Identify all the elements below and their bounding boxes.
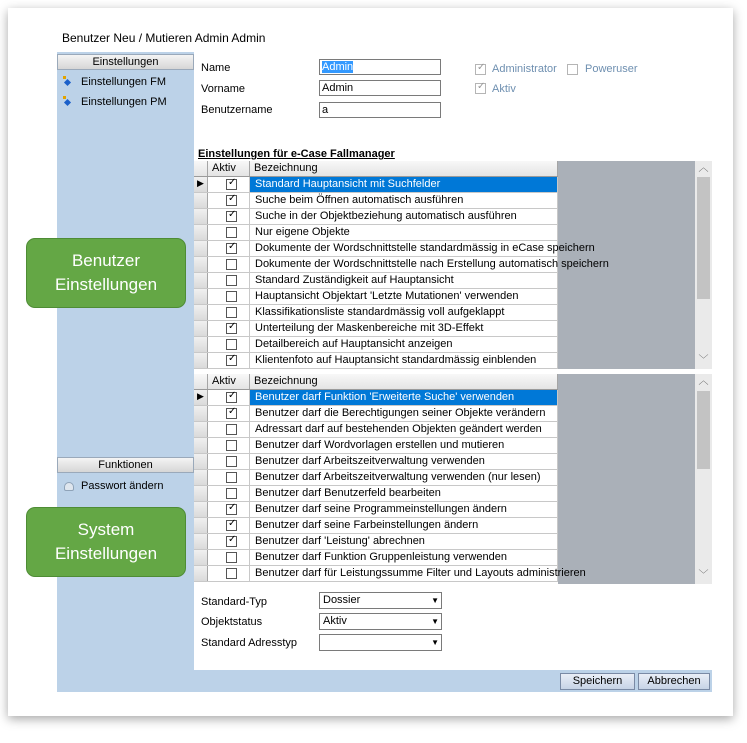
table-row[interactable] <box>194 257 609 273</box>
bezeichnung-cell: Benutzer darf Arbeitszeitverwaltung verwenden (nur lesen) <box>250 470 558 485</box>
sidebar-header-einstellungen: Einstellungen <box>57 54 194 70</box>
benutzername-label: Benutzername <box>201 104 273 116</box>
aktiv-checkbox[interactable] <box>226 355 237 366</box>
table-row[interactable] <box>194 438 558 454</box>
aktiv-checkbox[interactable] <box>226 323 237 334</box>
header-aktiv[interactable]: Aktiv <box>208 374 250 389</box>
aktiv-checkbox[interactable] <box>226 211 237 222</box>
sidebar-item-passwort-aendern[interactable] <box>63 477 164 495</box>
table-row[interactable] <box>194 486 558 502</box>
grid-scrollbar[interactable] <box>695 161 712 369</box>
save-button[interactable]: Speichern <box>560 673 635 690</box>
row-indicator <box>194 257 208 272</box>
bezeichnung-cell: Benutzer darf Benutzerfeld bearbeiten <box>250 486 558 501</box>
table-row[interactable] <box>194 390 558 406</box>
row-indicator <box>194 470 208 485</box>
aktiv-checkbox[interactable] <box>226 520 237 531</box>
table-row[interactable] <box>194 337 558 353</box>
bezeichnung-cell: Benutzer darf Arbeitszeitverwaltung verwenden <box>250 454 558 469</box>
benutzername-input[interactable]: a <box>319 102 441 118</box>
row-indicator <box>194 193 208 208</box>
row-indicator <box>194 454 208 469</box>
aktiv-cell <box>208 390 250 405</box>
aktiv-cell <box>208 470 250 485</box>
row-indicator <box>194 305 208 320</box>
table-row[interactable] <box>194 502 558 518</box>
aktiv-cell <box>208 438 250 453</box>
sidebar <box>57 52 194 692</box>
aktiv-cell <box>208 289 250 304</box>
dropdown-arrow-icon: ▼ <box>431 638 439 647</box>
name-label: Name <box>201 62 231 74</box>
callout-line: Einstellungen <box>54 544 158 563</box>
bezeichnung-cell: Standard Hauptansicht mit Suchfelder <box>250 177 558 192</box>
settings-grid-system <box>194 374 712 584</box>
aktiv-cell <box>208 353 250 368</box>
table-row[interactable] <box>194 534 558 550</box>
grid-header <box>194 161 558 177</box>
sidebar-item-einstellungen-fm[interactable] <box>63 73 166 91</box>
window-title: Benutzer Neu / Mutieren Admin Admin <box>62 31 266 45</box>
vorname-label: Vorname <box>201 83 246 95</box>
aktiv-cell <box>208 550 250 565</box>
standard-typ-select[interactable] <box>319 592 442 609</box>
callout-line: Einstellungen <box>54 275 158 294</box>
row-indicator <box>194 566 208 581</box>
aktiv-checkbox[interactable] <box>226 392 237 403</box>
table-row[interactable] <box>194 518 558 534</box>
scroll-up-icon[interactable]: ︿ <box>698 376 709 387</box>
row-pointer-icon <box>194 390 208 405</box>
aktiv-checkbox[interactable] <box>226 568 237 579</box>
grid-scrollbar[interactable] <box>695 374 712 584</box>
button-bar <box>194 670 712 692</box>
aktiv-cell <box>208 273 250 288</box>
row-indicator <box>194 209 208 224</box>
diamond-icon <box>63 76 75 88</box>
main-panel <box>194 52 712 692</box>
aktiv-checkbox[interactable] <box>226 536 237 547</box>
aktiv-cell <box>208 518 250 533</box>
aktiv-checkbox[interactable] <box>226 472 237 483</box>
grid-body <box>194 161 609 369</box>
bezeichnung-cell: Nur eigene Objekte <box>250 225 558 240</box>
adresstyp-select[interactable] <box>319 634 442 651</box>
sidebar-item-label: Passwort ändern <box>81 480 164 492</box>
table-row[interactable] <box>194 193 558 209</box>
bezeichnung-cell: Benutzer darf die Berechtigungen seiner Objekte verändern <box>250 406 558 421</box>
scroll-thumb[interactable] <box>697 391 710 469</box>
aktiv-cell <box>208 534 250 549</box>
bezeichnung-cell: Benutzer darf Funktion 'Erweiterte Suche' verwenden <box>250 390 558 405</box>
callout-line: System <box>77 520 135 539</box>
bezeichnung-cell: Benutzer darf seine Programmeinstellungen ändern <box>250 502 558 517</box>
poweruser-label: Poweruser <box>585 63 638 75</box>
table-row[interactable] <box>194 273 558 289</box>
aktiv-cell <box>208 566 250 581</box>
standard-typ-label: Standard-Typ <box>201 596 268 608</box>
row-indicator <box>194 518 208 533</box>
row-indicator <box>194 550 208 565</box>
scroll-thumb[interactable] <box>697 177 710 299</box>
aktiv-cell <box>208 502 250 517</box>
bezeichnung-cell: Benutzer darf seine Farbeinstellungen ändern <box>250 518 558 533</box>
table-row[interactable] <box>194 566 586 582</box>
dropdown-arrow-icon: ▼ <box>431 596 439 605</box>
scroll-down-icon[interactable]: ﹀ <box>698 570 709 581</box>
aktiv-label: Aktiv <box>492 83 516 95</box>
aktiv-cell <box>208 486 250 501</box>
objektstatus-label: Objektstatus <box>201 616 263 628</box>
aktiv-checkbox[interactable] <box>226 408 237 419</box>
objektstatus-select[interactable] <box>319 613 442 630</box>
settings-grid-fm <box>194 161 712 369</box>
aktiv-cell <box>208 209 250 224</box>
aktiv-checkbox[interactable] <box>226 339 237 350</box>
table-row[interactable] <box>194 470 558 486</box>
grid-body <box>194 374 586 584</box>
adresstyp-label: Standard Adresstyp <box>201 637 298 649</box>
row-indicator <box>194 438 208 453</box>
sidebar-item-einstellungen-pm[interactable] <box>63 93 167 111</box>
bezeichnung-cell: Standard Zuständigkeit auf Hauptansicht <box>250 273 558 288</box>
name-value: Admin <box>322 61 354 73</box>
row-indicator <box>194 289 208 304</box>
row-indicator <box>194 337 208 352</box>
table-row[interactable] <box>194 353 558 369</box>
row-indicator <box>194 241 208 256</box>
aktiv-checkbox[interactable] <box>226 552 237 563</box>
row-pointer-icon <box>194 177 208 192</box>
sidebar-item-label: Einstellungen PM <box>81 96 167 108</box>
bezeichnung-cell: Benutzer darf Wordvorlagen erstellen und mutieren <box>250 438 558 453</box>
bezeichnung-cell: Klientenfoto auf Hauptansicht standardmässig einblenden <box>250 353 558 368</box>
aktiv-cell <box>208 406 250 421</box>
aktiv-checkbox[interactable] <box>226 259 237 270</box>
scroll-up-icon[interactable]: ︿ <box>698 163 709 174</box>
objektstatus-value: Aktiv <box>323 615 347 627</box>
aktiv-checkbox[interactable] <box>226 195 237 206</box>
row-indicator <box>194 502 208 517</box>
table-row[interactable] <box>194 241 595 257</box>
bezeichnung-cell: Dokumente der Wordschnittstelle nach Erstellung automatisch speichern <box>250 257 558 272</box>
aktiv-checkbox[interactable] <box>226 488 237 499</box>
aktiv-cell <box>208 241 250 256</box>
standard-typ-value: Dossier <box>323 594 361 606</box>
callout-line: Benutzer <box>71 251 141 270</box>
aktiv-checkbox[interactable] <box>226 275 237 286</box>
aktiv-cell <box>208 257 250 272</box>
row-indicator <box>194 422 208 437</box>
table-row[interactable] <box>194 305 558 321</box>
grid-header <box>194 374 558 390</box>
sidebar-item-label: Einstellungen FM <box>81 76 166 88</box>
aktiv-checkbox[interactable] <box>226 456 237 467</box>
bezeichnung-cell: Dokumente der Wordschnittstelle standardmässig in eCase speichern <box>250 241 558 256</box>
bezeichnung-cell: Klassifikationsliste standardmässig voll aufgeklappt <box>250 305 558 320</box>
bezeichnung-cell: Benutzer darf 'Leistung' abrechnen <box>250 534 558 549</box>
aktiv-cell <box>208 177 250 192</box>
bezeichnung-cell: Hauptansicht Objektart 'Letzte Mutationen' verwenden <box>250 289 558 304</box>
row-indicator <box>194 321 208 336</box>
row-indicator <box>194 486 208 501</box>
aktiv-cell <box>208 454 250 469</box>
aktiv-checkbox[interactable] <box>226 179 237 190</box>
aktiv-cell <box>208 225 250 240</box>
aktiv-cell <box>208 422 250 437</box>
bezeichnung-cell: Benutzer darf für Leistungssumme Filter und Layouts administrieren <box>250 566 558 581</box>
bezeichnung-cell: Detailbereich auf Hauptansicht anzeigen <box>250 337 558 352</box>
table-row[interactable] <box>194 422 558 438</box>
administrator-checkbox[interactable] <box>475 64 486 75</box>
row-indicator <box>194 353 208 368</box>
callout-system-einstellungen <box>26 507 186 577</box>
sidebar-header-funktionen: Funktionen <box>57 457 194 473</box>
aktiv-checkbox[interactable] <box>226 291 237 302</box>
table-row[interactable] <box>194 209 558 225</box>
aktiv-cell <box>208 337 250 352</box>
table-row[interactable] <box>194 454 558 470</box>
diamond-icon <box>63 96 75 108</box>
table-row[interactable] <box>194 225 558 241</box>
scroll-down-icon[interactable]: ﹀ <box>698 355 709 366</box>
bezeichnung-cell: Suche beim Öffnen automatisch ausführen <box>250 193 558 208</box>
aktiv-cell <box>208 193 250 208</box>
aktiv-checkbox[interactable] <box>226 243 237 254</box>
aktiv-checkbox[interactable] <box>226 440 237 451</box>
table-row[interactable] <box>194 550 558 566</box>
administrator-label: Administrator <box>492 63 557 75</box>
user-dialog <box>57 52 712 692</box>
table-row[interactable] <box>194 321 558 337</box>
table-row[interactable] <box>194 177 558 193</box>
aktiv-checkbox[interactable] <box>226 227 237 238</box>
name-input[interactable] <box>319 59 441 75</box>
user-icon <box>63 480 75 492</box>
cancel-button[interactable]: Abbrechen <box>638 673 710 690</box>
table-row[interactable] <box>194 289 558 305</box>
aktiv-checkbox[interactable] <box>475 83 486 94</box>
row-indicator <box>194 534 208 549</box>
aktiv-cell <box>208 321 250 336</box>
row-indicator <box>194 406 208 421</box>
callout-benutzer-einstellungen <box>26 238 186 308</box>
bezeichnung-cell: Unterteilung der Maskenbereiche mit 3D-Effekt <box>250 321 558 336</box>
bezeichnung-cell: Adressart darf auf bestehenden Objekten geändert werden <box>250 422 558 437</box>
aktiv-checkbox[interactable] <box>226 307 237 318</box>
vorname-input[interactable]: Admin <box>319 80 441 96</box>
header-indicator <box>194 161 208 176</box>
row-indicator <box>194 225 208 240</box>
header-aktiv[interactable]: Aktiv <box>208 161 250 176</box>
aktiv-cell <box>208 305 250 320</box>
header-indicator <box>194 374 208 389</box>
aktiv-checkbox[interactable] <box>226 504 237 515</box>
table-row[interactable] <box>194 406 558 422</box>
header-bezeichnung[interactable]: Bezeichnung <box>250 374 558 389</box>
section-title: Einstellungen für e-Case Fallmanager <box>198 148 395 160</box>
dropdown-arrow-icon: ▼ <box>431 617 439 626</box>
row-indicator <box>194 273 208 288</box>
bezeichnung-cell: Benutzer darf Funktion Gruppenleistung verwenden <box>250 550 558 565</box>
bezeichnung-cell: Suche in der Objektbeziehung automatisch ausführen <box>250 209 558 224</box>
header-bezeichnung[interactable]: Bezeichnung <box>250 161 558 176</box>
poweruser-checkbox[interactable] <box>567 64 578 75</box>
aktiv-checkbox[interactable] <box>226 424 237 435</box>
